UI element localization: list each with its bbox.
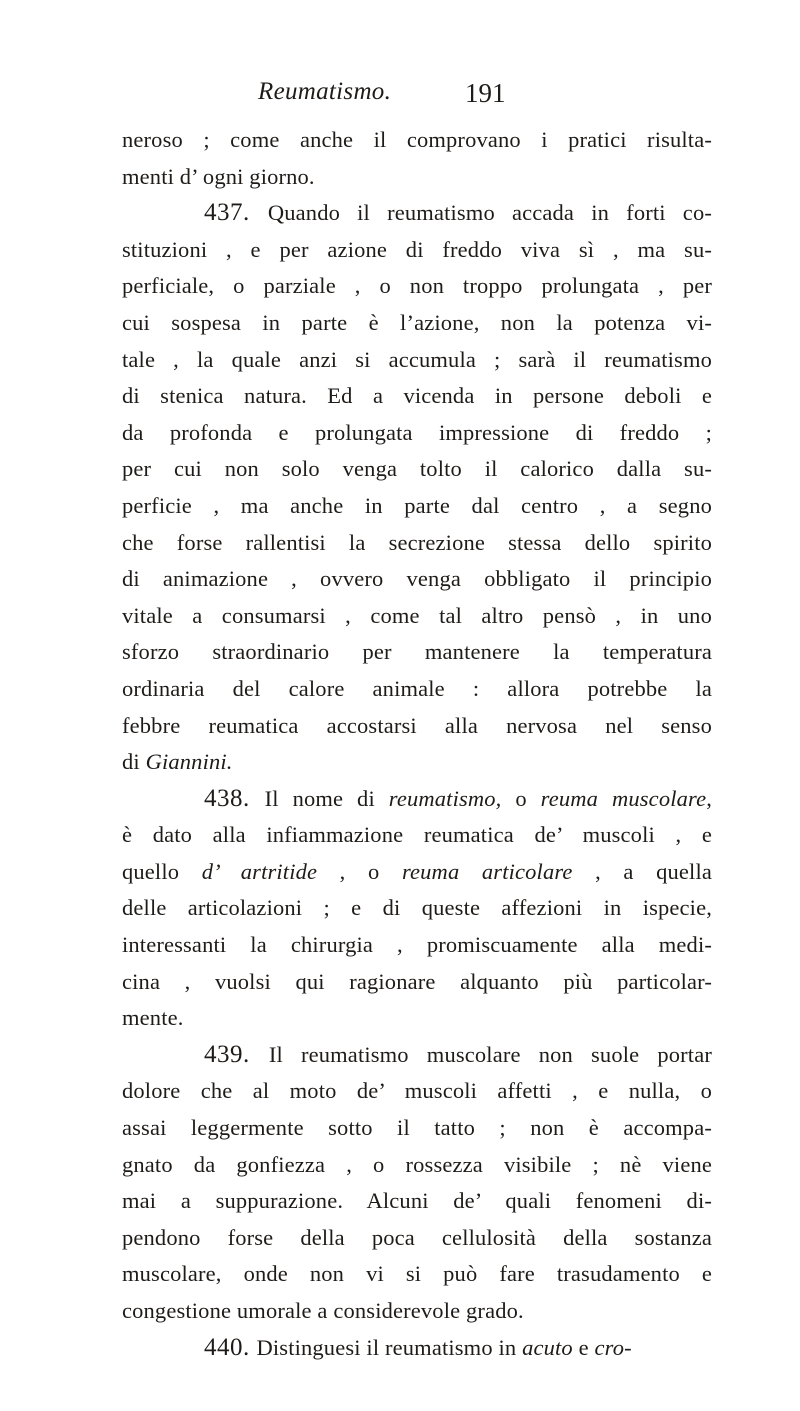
text-line — [122, 817, 712, 854]
paragraph-continuation — [122, 122, 712, 195]
text-span: , a quella — [572, 858, 712, 884]
text-line — [122, 1293, 712, 1330]
text-line — [122, 561, 712, 598]
text-line — [122, 342, 712, 379]
text-span: da profonda e prolungata impressione di freddo ; — [122, 419, 712, 445]
text-span: Il nome di — [264, 785, 389, 811]
italic-text: reumatismo, — [388, 785, 502, 811]
text-line — [122, 1073, 712, 1110]
text-line — [122, 598, 712, 635]
running-title: Reumatismo. — [258, 78, 392, 105]
text-span: assai leggermente sotto il tatto ; non è accompa- — [122, 1115, 712, 1141]
text-line — [122, 781, 712, 818]
italic-text: cro- — [594, 1334, 632, 1360]
text-line — [122, 927, 712, 964]
paragraph-number: 439. — [204, 1040, 269, 1068]
text-span: mente. — [122, 1005, 184, 1031]
page-number: 191 — [465, 78, 506, 108]
text-span: cui sospesa in parte è l’azione, non la potenza vi- — [122, 309, 712, 335]
text-line — [122, 1256, 712, 1293]
text-line — [122, 634, 712, 671]
text-span: Il reumatismo muscolare non suole portar — [268, 1041, 712, 1067]
numbered-paragraph — [122, 1330, 712, 1367]
text-line — [122, 488, 712, 525]
numbered-paragraph — [122, 195, 712, 781]
text-span: congestione umorale a considerevole grado. — [122, 1298, 524, 1323]
body-text — [122, 122, 712, 1366]
italic-text: Giannini. — [145, 749, 233, 775]
text-line — [122, 415, 712, 452]
text-line — [122, 1183, 712, 1220]
text-span: ordinaria del calore animale : allora potrebbe la — [122, 675, 712, 701]
text-span: che forse rallentisi la secrezione stessa dello spirito — [122, 529, 712, 555]
text-span: e — [572, 1334, 595, 1360]
text-line — [122, 671, 712, 708]
text-line — [122, 305, 712, 342]
numbered-paragraph — [122, 781, 712, 1037]
text-line — [122, 378, 712, 415]
italic-text: reuma muscolare — [540, 785, 707, 811]
text-span: vitale a consumarsi , come tal altro pensò , in uno — [122, 602, 712, 628]
italic-text: reuma articolare — [401, 858, 573, 884]
italic-text: d’ artritide — [201, 858, 318, 884]
paragraph-number: 438. — [204, 784, 265, 812]
text-line — [122, 1147, 712, 1184]
numbered-paragraph — [122, 1037, 712, 1330]
text-span: gnato da gonfiezza , o rossezza visibile ; nè viene — [122, 1151, 712, 1177]
text-line — [122, 122, 712, 159]
text-span: menti d’ ogni giorno. — [122, 163, 315, 189]
text-line — [122, 1000, 712, 1037]
text-span: dolore che al moto de’ muscoli affetti , e nulla, o — [122, 1078, 712, 1104]
text-span: o — [501, 785, 541, 811]
text-span: delle articolazioni ; e di queste affezioni in ispecie, — [122, 895, 712, 921]
text-span: febbre reumatica accostarsi alla nervosa nel senso — [122, 712, 712, 738]
paragraph-number: 437. — [204, 199, 268, 227]
text-line — [122, 1037, 712, 1074]
text-line — [122, 1220, 712, 1257]
text-line — [122, 1110, 712, 1147]
text-span: , o — [317, 858, 402, 884]
text-span: sforzo straordinario per mantenere la temperatura — [122, 639, 712, 665]
text-line — [122, 890, 712, 927]
text-span: cina , vuolsi qui ragionare alquanto più particolar- — [122, 968, 712, 994]
text-span: tale , la quale anzi si accumula ; sarà il reumatismo — [122, 346, 712, 372]
text-span: , — [706, 785, 713, 811]
paragraph-number: 440. — [204, 1333, 257, 1361]
text-span: di — [122, 749, 146, 775]
text-line — [122, 1330, 712, 1367]
text-span: per cui non solo venga tolto il calorico dalla su- — [122, 456, 712, 482]
text-span: stituzioni , e per azione di freddo viva sì , ma su- — [122, 236, 712, 262]
text-span: quello — [122, 858, 202, 884]
text-span: muscolare, onde non vi si può fare trasudamento e — [122, 1261, 712, 1287]
text-span: mai a suppurazione. Alcuni de’ quali fenomeni di- — [122, 1188, 712, 1214]
text-span: perficie , ma anche in parte dal centro , a segno — [122, 492, 712, 518]
text-line — [122, 854, 712, 891]
text-span: di animazione , ovvero venga obbligato il principio — [122, 566, 712, 592]
text-line — [122, 232, 712, 269]
running-header — [0, 78, 800, 118]
text-line — [122, 525, 712, 562]
text-span: di stenica natura. Ed a vicenda in persone deboli e — [122, 383, 712, 409]
text-line — [122, 195, 712, 232]
text-span: interessanti la chirurgia , promiscuamente alla medi- — [122, 932, 712, 958]
text-span: neroso ; come anche il comprovano i pratici risulta- — [122, 127, 712, 152]
italic-text: acuto — [522, 1334, 573, 1360]
text-line — [122, 708, 712, 745]
text-line — [122, 964, 712, 1001]
text-line — [122, 744, 712, 781]
text-line — [122, 159, 712, 196]
text-span: Quando il reumatismo accada in forti co- — [267, 200, 712, 226]
text-line — [122, 451, 712, 488]
text-span: è dato alla infiammazione reumatica de’ muscoli , e — [122, 822, 712, 848]
text-span: pendono forse della poca cellulosità della sostanza — [122, 1224, 712, 1250]
text-span: perficiale, o parziale , o non troppo prolungata , per — [122, 273, 712, 299]
text-span: Distinguesi il reumatismo in — [256, 1334, 523, 1360]
text-line — [122, 268, 712, 305]
